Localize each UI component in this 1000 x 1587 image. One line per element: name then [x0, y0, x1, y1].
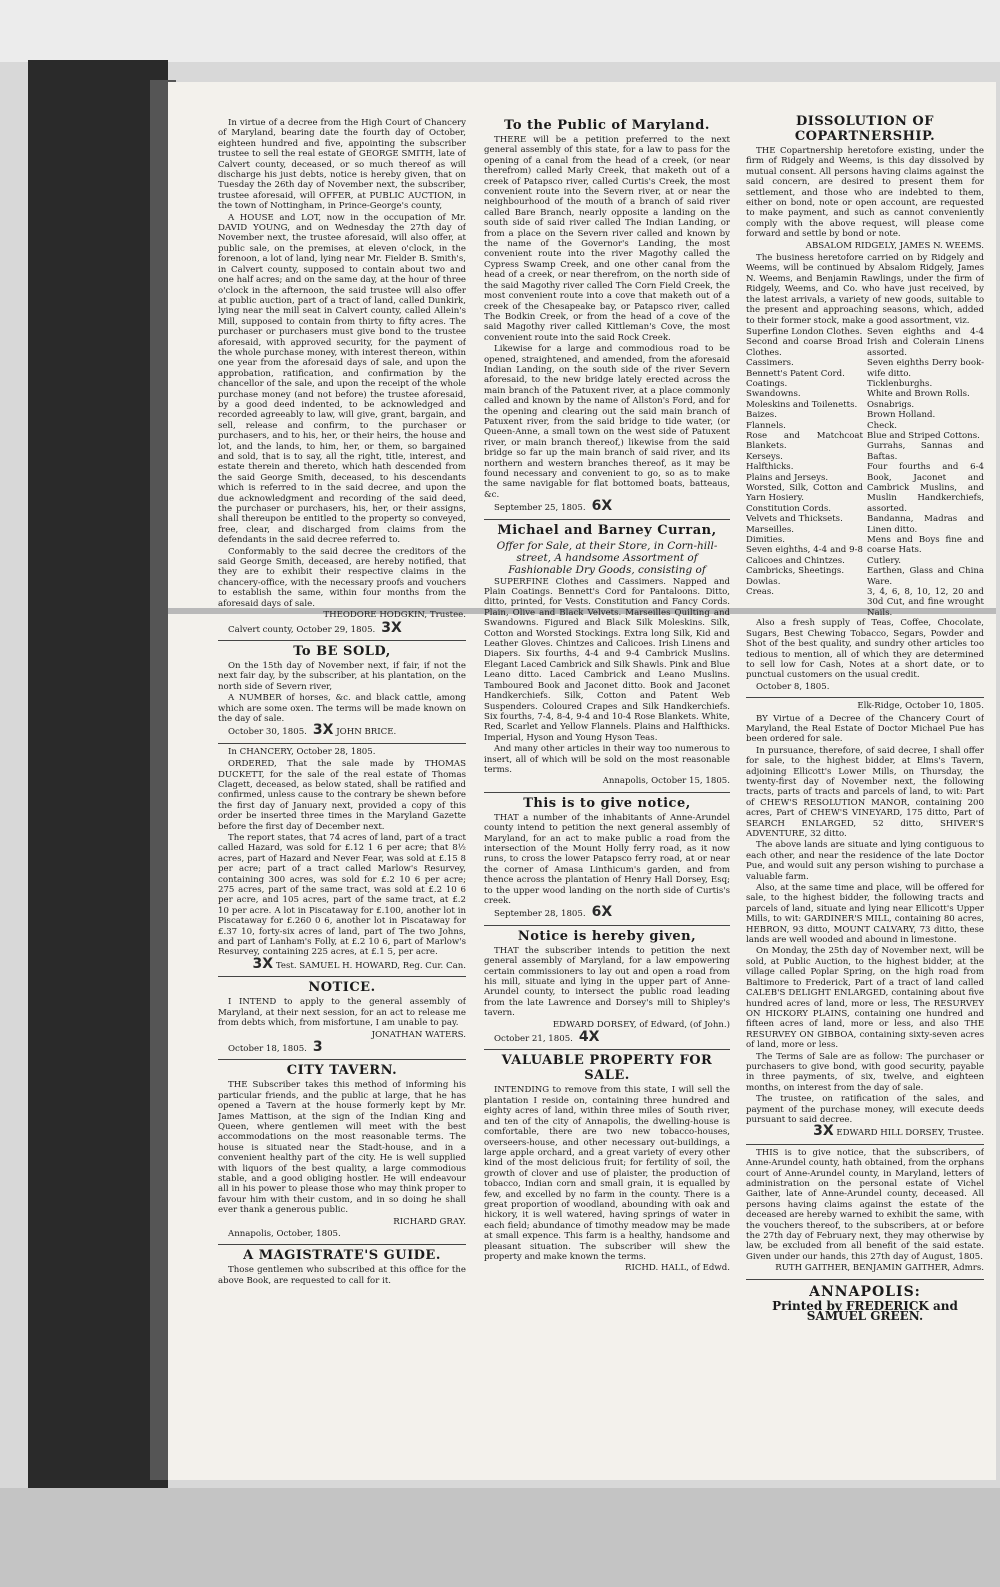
goods-list-item: Baizes.: [746, 410, 777, 421]
goods-list-item: 3, 4, 6, 8, 10, 12, 20 and 30d Cut, and fine wrought Nails.: [867, 587, 984, 618]
ad-text: THAT a number of the inhabitants of Anne-Arundel county intend to petition the next general assembly of Maryland, for an act to make public a road from the intersection of the Mount Holly ferry road, as it now runs, to cross the lower Patapsco ferry road, at or near the corner of Amasa Linthicum's garden, and from thence across the plantation of Henry Hall Dorsey, Esq; to the upper wood landing on the north side of Curtis's creek.: [484, 812, 730, 906]
goods-list-item: Dimities.: [746, 535, 785, 546]
ad-text: A HOUSE and LOT, now in the occupation of Mr. DAVID YOUNG, and on Wednesday the 27th day of November next, the trustee aforesaid, will also offer, at public sale, on the premises, at eleven o'clock, in the forenoon, a lot of land, lying near Mr. Fielder B. Smith's, in Calvert county, supposed to contain about two and one half acres; and on the same day, at the hour of three o'clock in the afternoon, the said trustee will also offer at public auction, part of a tract of land, called Dunkirk, lying near the mill seat in Calvert county, called Allein's Mill, supposed to contain from thirty to fifty acres. The purchaser or purchasers must give bond to the trustee aforesaid, with approved security, for the payment of the whole purchase money, with interest thereon, within one year from the aforesaid days of sale, and upon the approbation, ratification, and confirmation by the chancellor of the sale, and upon the receipt of the whole purchase money (and not before) the trustee aforesaid, by a good deed indented, to be acknowledged and recorded agreeably to law, will give, grant, bargain, and sell, release and confirm, to the purchaser or purchasers, and to his, her, or their heirs, the house and lot, and the lands, to him, her, or them, so bargained and sold, that is to say, all the right, title, interest, and estate therein and thereto, which hath descended from the said George Smith, deceased, to his descendants which is referred to in the said decree, and upon the due acknowledgment and recording of the said deed, the purchaser or purchasers, his, her, or their assigns, shall thereupon be entitled to the property so conveyed, free, clear, and discharged from claims from the defendants in the said decree referred to.: [218, 212, 466, 546]
signature: RICHARD GRAY.: [393, 1216, 466, 1227]
goods-list-item: Plains and Jerseys.: [746, 472, 829, 483]
goods-two-column-list: [746, 327, 984, 618]
ad-pue-estate: [746, 701, 984, 1145]
ad-text: The business heretofore carried on by Ridgely and Weems, will be continued by Absalom Ridgely, James N. Weems, and Benjamin Rawlings, under the firm of Ridgely, Weems, and Co. who have just received, by the latest arrivals, a variety of new goods, suitable to the present and approaching seasons, which, added to their former stock, make a good assortment, viz.: [746, 253, 984, 326]
scan-bottom-margin: [0, 1488, 1000, 1587]
handwritten-mark: 3X: [312, 722, 334, 739]
ad-heading: NOTICE.: [308, 980, 376, 996]
ad-text: In pursuance, therefore, of said decree, I shall offer for sale, to the highest bidder, at Elms's Tavern, adjoining Ellicott's Lower Mills, on Thursday, the twenty-first day of November next, the following tracts, parts of tracts and parcels of land, to wit: Part of CHEW'S RESOLUTION MANOR, containing 200 acres, Part of CHEW'S VINEYARD, 175 ditto, Part of SEARCH ENLARGED, 52 ditto, SHIVER'S ADVENTURE, 32 ditto.: [746, 745, 984, 839]
ad-date: [484, 498, 730, 515]
goods-list-item: Seven eighths, 4-4 and 9-8 Calicoes and Chintzes.: [746, 545, 863, 566]
signature: EDWARD DORSEY, of Edward, (of John.): [552, 1019, 730, 1030]
ad-road-notice: [484, 796, 730, 926]
ad-heading: Notice is hereby given,: [517, 928, 697, 944]
goods-list-item: Mens and Boys fine and coarse Hats.: [867, 535, 984, 556]
goods-list-item: Cassimers.: [746, 358, 794, 369]
goods-list-item: Brown Holland.: [867, 410, 936, 421]
goods-list-item: Superfine London Clothes.: [746, 326, 863, 337]
goods-list-item: Swandowns.: [746, 389, 801, 400]
goods-list-item: Ticklenburghs.: [867, 378, 933, 389]
goods-list-item: Four fourths and 6-4 Book, Jaconet and Cambrick Muslins, and Muslin Handkerchiefs, assorted.: [867, 462, 984, 514]
ad-text: Likewise for a large and commodious road to be opened, straightened, and amended, from the aforesaid Indian Landing, on the south side of the river Severn aforesaid, to the new bridge lately erected across the main branch of the Patuxent river, at a place commonly called and known by the name of Allston's Ford, and for the opening and clearing out the said main branch of Patuxent river, from the said bridge to tide water, (or Queen-Anne, a small town on the west side of Patuxent river, or main branch thereof,) likewise from the said bridge so far up the main branch of said river, and its northern and western branches thereof, as it may be found necessary and convenient to go, so as to make the same navigable for flat bottomed boats, batteaus, &c.: [484, 344, 730, 500]
date-text: September 25, 1805.: [494, 503, 586, 514]
signature-text: EDWARD HILL DORSEY, Trustee.: [836, 1128, 984, 1139]
imprint-printer: Printed by FREDERICK and SAMUEL GREEN.: [772, 1298, 958, 1324]
ad-text: A NUMBER of horses, &c. and black cattle, among which are some oxen. The terms will be made known on the day of sale.: [218, 693, 466, 724]
ad-hodgkin-sale: [218, 118, 466, 641]
goods-list-item: Moleskins and Toilenetts.: [746, 399, 858, 410]
column-2: [484, 116, 730, 1458]
handwritten-mark: 6X: [591, 498, 613, 515]
ad-text: And many other articles in their way too numerous to insert, all of which will be sold on the most reasonable terms.: [484, 744, 730, 775]
ad-date: [218, 1038, 466, 1055]
column-3: [746, 112, 984, 1458]
ad-heading: VALUABLE PROPERTY FOR SALE.: [501, 1053, 713, 1084]
ad-waters-notice: [218, 980, 466, 1060]
newspaper-page: [168, 82, 996, 1480]
signature: [218, 955, 466, 972]
goods-list-item: Seven eighths Derry book-wife ditto.: [867, 358, 984, 379]
book-spine: [28, 60, 168, 1490]
signature-text: Test. SAMUEL H. HOWARD, Reg. Cur. Can.: [275, 960, 466, 971]
goods-list-right: [867, 327, 984, 618]
ad-gaither-administration: [746, 1148, 984, 1280]
ad-text: BY Virtue of a Decree of the Chancery Court of Maryland, the Real Estate of Doctor Michael Pue has been ordered for sale.: [746, 713, 984, 745]
goods-list-item: Bennett's Patent Cord.: [746, 368, 845, 379]
ad-heading: To BE SOLD,: [293, 643, 391, 659]
ad-heading: To the Public of Maryland.: [504, 118, 710, 133]
ad-heading: This is to give notice,: [523, 795, 691, 811]
ad-text: Conformably to the said decree the creditors of the said George Smith, deceased, are hereby notified, that they are to exhibit their respective claims in the chancery-office, with the necessary proofs and vouchers to establish the same, within four months from the aforesaid days of sale.: [218, 546, 466, 609]
ad-date: Annapolis, October, 1805.: [228, 1229, 341, 1239]
date-text: September 28, 1805.: [494, 909, 586, 920]
ad-heading: Michael and Barney Curran,: [497, 522, 717, 538]
ad-text: The Terms of Sale are as follow: The purchaser or purchasers to give bond, with good security, payable in three payments, of six, twelve, and eighteen months, on interest from the day of sale.: [746, 1051, 984, 1093]
handwritten-mark: 3: [312, 1038, 323, 1055]
ad-heading: DISSOLUTION OF COPARTNERSHIP.: [794, 114, 936, 144]
ad-text: INTENDING to remove from this state, I will sell the plantation I reside on, containing three hundred and eighty acres of land, within three miles of South river, and ten of the city of Annapolis, the dwelling-house is comfortable, there are two new tobacco-houses, overseers-house, and other necessary out-buildings, a large apple orchard, and a great variety of every other kind of the most delicious fruit; for fertility of soil, the growth of clover and use of plaister, the production of tobacco, Indian corn and small grain, it is equalled by few, and excelled by no farm in the county. There is a great proportion of woodland, abounding with oak and hickory, it is well watered, having springs of water in each field; abundance of timothy meadow may be made at small expence. This farm is a healthy, handsome and pleasant situation. The subscriber will shew the property and make known the terms.: [484, 1085, 730, 1262]
ad-date: [218, 619, 466, 636]
goods-list-item: Rose and Matchcoat Blankets.: [746, 430, 863, 452]
goods-list-left: [746, 327, 863, 618]
goods-list: SUPERFINE Clothes and Cassimers. Napped and Plain Coatings. Bennett's Cord for Pantaloons. Ditto, ditto, printed, for Vests. Constitution and Fancy Cords. Plain, Olive and Black Velvets. Marseilles Quilting and Swandowns. Figured and Black Silk Moleskins. Silk, Cotton and Worsted Stockings. Extra long Silk, Kid and Leather Gloves. Chintzes and Calicoes. Irish Linens and Diapers. Six fourths, 4-4 and 9-4 Cambrick Muslins. Elegant Laced Cambrick and Silk Shawls. Pink and Blue Leano ditto. Laced Cambrick and Leano Muslins. Tamboured Book and Jaconet ditto. Book and Jaconet Handkerchiefs. Silk, Cotton and Patent Web Suspenders. Coloured Crapes and Silk Handkerchiefs. Six fourths, 7-4, 8-4, 9-4 and 10-4 Rose Blankets. White, Red, Scarlet and Yellow Flannels. Plains and Halfthicks. Imperial, Hyson and Young Hyson Teas.: [484, 576, 730, 743]
date-text: October 18, 1805.: [228, 1043, 307, 1054]
goods-list-item: Worsted, Silk, Cotton and Yarn Hosiery.: [746, 483, 863, 504]
signature: JOHN BRICE.: [336, 727, 397, 738]
ad-text: On Monday, the 25th day of November next, will be sold, at Public Auction, to the highest bidder, at the village called Poplar Spring, on the high road from Baltimore to Frederick, Part of a tract of land called CALEB'S DELIGHT ENLARGED, containing about five hundred acres of land, more or less, The RESURVEY ON HICKORY PLAINS, containing one hundred and fifteen acres of land, more or less, and also THE RESURVEY ON GIBBOA, containing sixty-seven acres of land, more or less.: [746, 946, 984, 1051]
ad-curran-goods: [484, 523, 730, 793]
goods-list-item: White and Brown Rolls.: [867, 389, 970, 400]
column-1: [218, 118, 466, 1458]
imprint-city: ANNAPOLIS:: [809, 1283, 921, 1300]
handwritten-mark: 3X: [813, 1123, 834, 1140]
ad-date: [218, 722, 466, 739]
handwritten-mark: 6X: [591, 904, 613, 921]
ad-text: Also a fresh supply of Teas, Coffee, Chocolate, Sugars, Best Chewing Tobacco, Segars, Powder and Shot of the best quality, and sundry other articles too tedious to mention, all of which they are determined to sell low for Cash, Notes at a short date, or to punctual customers on the usual credit.: [746, 618, 984, 681]
ad-text: I INTEND to apply to the general assembly of Maryland, at their next session, for an act to release me from debts which, from misfortune, I am unable to pay.: [218, 997, 466, 1029]
ad-date: [484, 1029, 730, 1046]
ad-dissolution: [746, 114, 984, 698]
signature: JONATHAN WATERS.: [371, 1029, 466, 1040]
goods-list-item: Check.: [867, 420, 897, 431]
ad-brice-sale: [218, 644, 466, 744]
handwritten-mark: 3X: [252, 955, 274, 972]
ad-text: Those gentlemen who subscribed at this office for the above Book, are requested to call for it.: [218, 1265, 466, 1286]
ad-text: The report states, that 74 acres of land, part of a tract called Hazard, was sold for £.12 1 6 per acre; that 8½ acres, part of Hazard and Never Fear, was sold at £.15 8 per acre; part of a tract called Marlow's Resurvey, containing 300 acres, was sold for £.2 10 6 per acre; 275 acres, part of the same tract, was sold at £.2 10 6 per acre, and 105 acres, part of the same tract, at £.2 10 per acre. A lot in Piscataway for £.100, another lot in Piscataway for £.260 0 6, another lot in Piscataway for £.37 10, forty-six acres of land, part of The two Johns, and part of Lanham's Folly, at £.2 10 6, part of Marlow's Resurvey, containing 225 acres, at £.1 5, per acre.: [218, 833, 466, 958]
date-text: October 21, 1805.: [494, 1034, 573, 1045]
goods-list-item: Creas.: [746, 587, 775, 598]
ad-date: October 8, 1805.: [756, 681, 830, 692]
ad-date: In CHANCERY, October 28, 1805.: [228, 746, 376, 757]
goods-list-item: Marseilles.: [746, 524, 794, 535]
ad-text: Also, at the same time and place, will be offered for sale, to the highest bidder, the following tracts and parcels of land, situate and lying near Ellicott's Upper Mills, to wit: GARDINER'S MILL, containing 80 acres, HEBRON, 93 ditto, MOUNT CALVARY, 73 ditto, these lands are well wooded and abound in limestone.: [746, 883, 984, 946]
goods-list-item: Velvets and Thicksets.: [746, 514, 843, 525]
ad-dorsey-notice: [484, 929, 730, 1051]
date-text: October 30, 1805.: [228, 727, 307, 738]
ad-public-of-maryland: [484, 118, 730, 520]
ad-text: The above lands are situate and lying contiguous to each other, and near the residence of the late Doctor Pue, and would suit any person wishing to purchase a valuable farm.: [746, 840, 984, 882]
signature: [746, 1123, 984, 1140]
goods-list-item: Blue and Striped Cottons.: [867, 430, 980, 441]
handwritten-mark: 3X: [381, 619, 402, 636]
ad-subheading: Offer for Sale, at their Store, in Corn-hill-street, A handsome Assortment of Fashionable Dry Goods, consisting of: [496, 539, 718, 576]
date-text: Calvert county, October 29, 1805.: [228, 624, 376, 635]
ad-text: On the 15th day of November next, if fair, if not the next fair day, by the subscriber, at his plantation, on the north side of Severn river,: [218, 660, 466, 692]
goods-list-item: Constitution Cords.: [746, 503, 832, 514]
goods-list-item: Coatings.: [746, 378, 788, 389]
ad-text: THE Subscriber takes this method of informing his particular friends, and the public at large, that he has opened a Tavern at the house formerly kept by Mr. James Mattison, at the sign of the Indian King and Queen, where gentlemen will meet with the best accommodations on the most reasonable terms. The house is situated near the Stadt-house, and in a convenient healthy part of the city. He is well supplied with liquors of the best quality, a large commodious stable, and a good obliging hostler. He will endeavour all in his power to please those who may think proper to favour him with their custom, and in so doing he shall ever thank a generous public.: [218, 1080, 466, 1216]
goods-list-item: Gurrahs, Sannas and Baftas.: [867, 441, 984, 462]
ad-text: THAT the subscriber intends to petition the next general assembly of Maryland, for a law empowering certain commissioners to lay out and open a road from his mill, situate and lying in the upper part of Anne-Arundel county, to intersect the public road leading from the late Lawrence and Dorsey's mill to Shipley's tavern.: [484, 945, 730, 1019]
ad-city-tavern: [218, 1063, 466, 1245]
ad-text: THE Copartnership heretofore existing, under the firm of Ridgely and Weems, is this day dissolved by mutual consent. All persons having claims against the said concern, are desired to present them for settlement, and those who are indebted to them, either on bond, note or open account, are requested to make payment, and such as cannot conveniently comply with the above request, will please come forward and settle by bond or note.: [746, 146, 984, 240]
ad-text: THIS is to give notice, that the subscribers, of Anne-Arundel county, hath obtained, from the orphans court of Anne-Arundel county, in Maryland, letters of administration on the personal estate of Vichel Gaither, late of Anne-Arundel county, deceased. All persons having claims against the estate of the deceased are hereby warned to exhibit the same, with the vouchers thereof, to the subscribers, at or before the 27th day of February next, they may otherwise by law, be excluded from all benefit of the said estate. Given under our hands, this 27th day of August, 1805.: [746, 1147, 984, 1262]
ad-text: THERE will be a petition preferred to the next general assembly of this state, for a law to pass for the opening of a canal from the head of a creek, (or near therefrom) called Marly Creek, that maketh out of a creek of Patapsco river, called Curtis's Creek, the most convenient route into the Severn river, at or near the neighbourhood of the mouth of a branch of said river called Bare Branch, nearly opposite a landing on the south side of said river called The Indian Landing, or from a place on the Severn river called and known by the name of the Governor's Landing, the most convenient route into the river Magothy called the Cypress Swamp Creek, and one other canal from the head of a creek, or near therefrom, on the north side of the said Magothy river called The Corn Field Creek, the most convenient route into a cove that maketh out of a creek of the Chesapeake bay, or Patapsco river, called The Bodkin Creek, or from the head of a cove of the said Magothy river called Kittleman's Cove, the most convenient route into the said Rock Creek.: [484, 135, 730, 343]
scan-top-margin: [0, 0, 1000, 62]
goods-list-item: Kerseys.: [746, 451, 783, 462]
goods-list-item: Cambricks, Sheetings.: [746, 566, 845, 577]
signature: THEODORE HODGKIN, Trustee.: [323, 610, 466, 621]
ad-valuable-property: [484, 1053, 730, 1273]
goods-list-item: Earthen, Glass and China Ware.: [867, 566, 984, 587]
signature: ABSALOM RIDGELY, JAMES N. WEEMS.: [805, 240, 984, 251]
ad-date: Elk-Ridge, October 10, 1805.: [857, 701, 984, 712]
ad-text: ORDERED, That the sale made by THOMAS DUCKETT, for the sale of the real estate of Thomas Clagett, deceased, as below stated, shall be ratified and confirmed, unless cause to the contrary be shewn before the first day of January next, provided a copy of this order be inserted three times in the Maryland Gazette before the first day of December next.: [218, 759, 466, 832]
goods-list-item: Dowlas.: [746, 576, 781, 587]
ad-heading: A MAGISTRATE'S GUIDE.: [243, 1248, 441, 1264]
signature: RUTH GAITHER, BENJAMIN GAITHER, Admrs.: [775, 1263, 984, 1274]
goods-list-item: Halfthicks.: [746, 462, 794, 473]
ad-text: The trustee, on ratification of the sales, and payment of the purchase money, will execute deeds pursuant to said decree.: [746, 1094, 984, 1125]
goods-list-item: Second and coarse Broad Clothes.: [746, 337, 863, 358]
goods-list-item: Osnabrigs.: [867, 399, 915, 410]
goods-list-item: Flannels.: [746, 420, 786, 431]
ad-heading: CITY TAVERN.: [286, 1063, 398, 1079]
goods-list-item: Cutlery.: [867, 555, 901, 566]
goods-list-item: Seven eighths and 4-4 Irish and Colerain Linens assorted.: [867, 326, 984, 358]
ad-date: [484, 904, 730, 921]
ad-chancery-order: [218, 747, 466, 978]
handwritten-mark: 4X: [578, 1029, 600, 1046]
ad-text: In virtue of a decree from the High Court of Chancery of Maryland, bearing date the fourth day of October, eighteen hundred and five, appointing the subscriber trustee to sell the real estate of GEORGE SMITH, late of Calvert county, deceased, or so much thereof as will discharge his just debts, notice is hereby given, that on Tuesday the 26th day of November next, the subscriber, trustee aforesaid, will OFFER, at PUBLIC AUCTION, in the town of Nottingham, in Prince-George's county,: [218, 118, 466, 212]
ad-date: Annapolis, October 15, 1805.: [602, 776, 730, 787]
signature: RICHD. HALL, of Edwd.: [624, 1263, 730, 1274]
ad-magistrates-guide: [218, 1248, 466, 1286]
goods-list-item: Bandanna, Madras and Linen ditto.: [867, 514, 984, 535]
